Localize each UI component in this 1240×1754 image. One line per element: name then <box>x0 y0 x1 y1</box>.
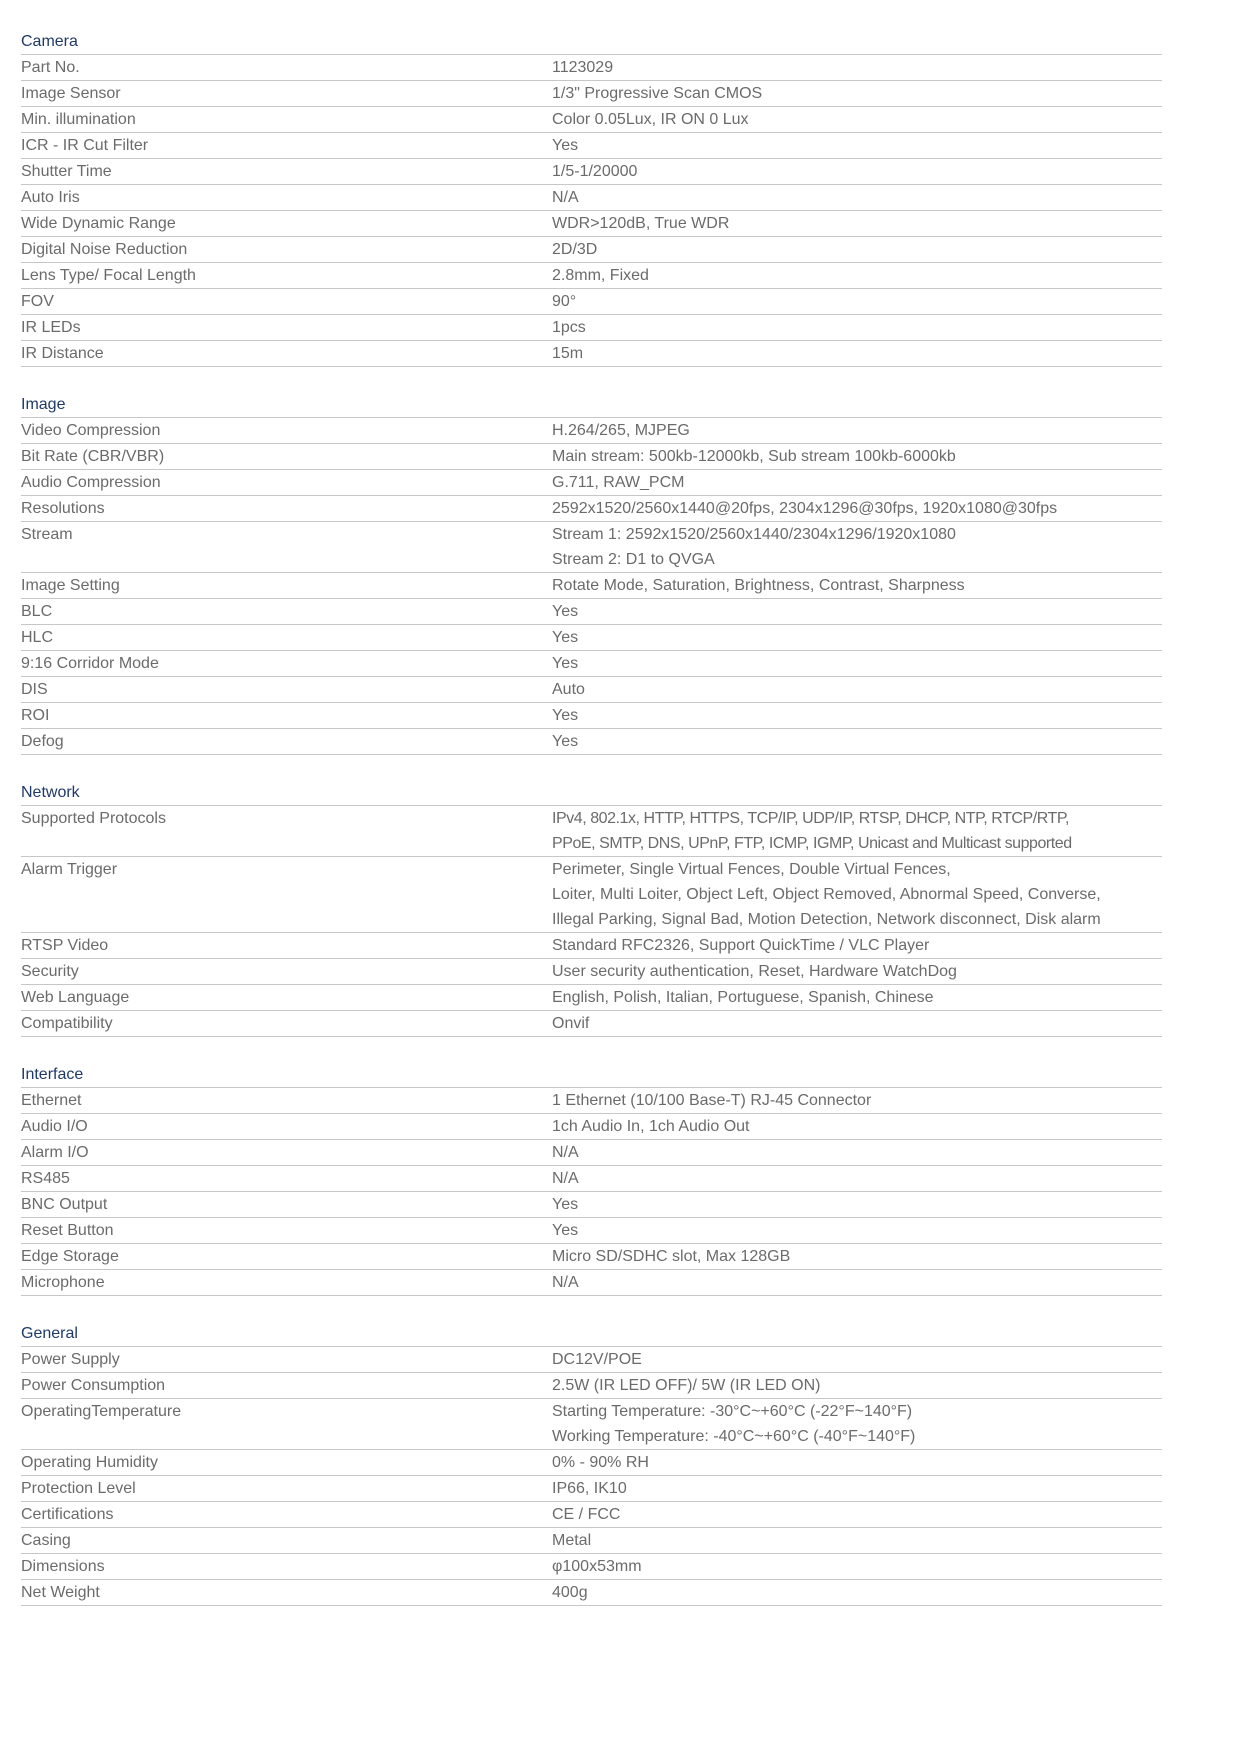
spec-value-line: Yes <box>552 603 579 620</box>
spec-label: OperatingTemperature <box>21 1403 182 1420</box>
spec-value-line: Yes <box>552 655 579 672</box>
spec-label: Video Compression <box>21 422 161 439</box>
spec-value-line: Metal <box>552 1532 592 1549</box>
spec-value-line: English, Polish, Italian, Portuguese, Spanish, Chinese <box>552 989 934 1006</box>
spec-value-line: Yes <box>552 629 579 646</box>
spec-value-line: Working Temperature: -40°C~+60°C (-40°F~140°F) <box>552 1428 916 1445</box>
spec-row <box>21 159 1162 185</box>
spec-row <box>21 806 1162 857</box>
spec-row <box>21 55 1162 81</box>
spec-label: Protection Level <box>21 1480 136 1497</box>
spec-label: Audio Compression <box>21 474 161 491</box>
spec-row <box>21 573 1162 599</box>
spec-row <box>21 1011 1162 1037</box>
spec-value-line: N/A <box>552 189 579 206</box>
spec-value-line: G.711, RAW_PCM <box>552 474 685 491</box>
spec-label: Net Weight <box>21 1584 100 1601</box>
spec-value <box>552 1270 1162 1295</box>
spec-value-line: 1/5-1/20000 <box>552 163 638 180</box>
spec-value <box>552 1192 1162 1217</box>
spec-row <box>21 703 1162 729</box>
spec-value <box>552 289 1162 314</box>
spec-value-line: Standard RFC2326, Support QuickTime / VLC Player <box>552 937 930 954</box>
spec-value-line: 1 Ethernet (10/100 Base-T) RJ-45 Connector <box>552 1092 872 1109</box>
spec-value-line: WDR>120dB, True WDR <box>552 215 730 232</box>
spec-row <box>21 1218 1162 1244</box>
spec-value-line: 400g <box>552 1584 588 1601</box>
spec-value-line: Starting Temperature: -30°C~+60°C (-22°F~140°F) <box>552 1403 913 1420</box>
spec-value-line: Rotate Mode, Saturation, Brightness, Contrast, Sharpness <box>552 577 965 594</box>
spec-label: HLC <box>21 629 54 646</box>
spec-value-line: Stream 1: 2592x1520/2560x1440/2304x1296/1920x1080 <box>552 526 956 543</box>
spec-row <box>21 959 1162 985</box>
spec-row <box>21 625 1162 651</box>
spec-value <box>552 1502 1162 1527</box>
spec-value-line: 2.8mm, Fixed <box>552 267 649 284</box>
spec-value-line: Onvif <box>552 1015 590 1032</box>
spec-value-line: Illegal Parking, Signal Bad, Motion Detection, Network disconnect, Disk alarm <box>552 911 1101 928</box>
spec-value-line: Yes <box>552 137 579 154</box>
spec-label: Web Language <box>21 989 130 1006</box>
spec-label: Casing <box>21 1532 71 1549</box>
section-title: Interface <box>21 1057 1162 1088</box>
spec-label: DIS <box>21 681 48 698</box>
spec-value-line: 15m <box>552 345 584 362</box>
section-title: Camera <box>21 24 1162 55</box>
spec-label: Digital Noise Reduction <box>21 241 188 258</box>
spec-value-line: Yes <box>552 1222 579 1239</box>
spec-label: Image Setting <box>21 577 120 594</box>
spec-label: Stream <box>21 526 73 543</box>
section-title: Image <box>21 387 1162 418</box>
spec-value-line: PPoE, SMTP, DNS, UPnP, FTP, ICMP, IGMP, Unicast and Multicast supported <box>552 835 1072 852</box>
spec-section-network <box>21 775 1162 1037</box>
spec-row <box>21 1528 1162 1554</box>
spec-value <box>552 211 1162 236</box>
spec-value <box>552 470 1162 495</box>
spec-value <box>552 1244 1162 1269</box>
spec-value <box>552 107 1162 132</box>
spec-value-line: Stream 2: D1 to QVGA <box>552 551 715 568</box>
spec-row <box>21 522 1162 573</box>
spec-value-line: User security authentication, Reset, Hardware WatchDog <box>552 963 957 980</box>
spec-value <box>552 1476 1162 1501</box>
spec-row <box>21 651 1162 677</box>
spec-value-line: 2D/3D <box>552 241 598 258</box>
spec-value <box>552 237 1162 262</box>
spec-row <box>21 1476 1162 1502</box>
spec-value <box>552 703 1162 728</box>
spec-row <box>21 599 1162 625</box>
spec-value-line: IPv4, 802.1x, HTTP, HTTPS, TCP/IP, UDP/IP, RTSP, DHCP, NTP, RTCP/RTP, <box>552 810 1070 827</box>
spec-row <box>21 1244 1162 1270</box>
spec-label: ICR - IR Cut Filter <box>21 137 149 154</box>
spec-label: 9:16 Corridor Mode <box>21 655 159 672</box>
spec-value <box>552 1347 1162 1372</box>
spec-label: Microphone <box>21 1274 105 1291</box>
spec-label: BLC <box>21 603 53 620</box>
spec-row <box>21 1270 1162 1296</box>
spec-value <box>552 625 1162 650</box>
spec-value <box>552 573 1162 598</box>
spec-value <box>552 985 1162 1010</box>
spec-label: Auto Iris <box>21 189 80 206</box>
spec-label: IR Distance <box>21 345 104 362</box>
spec-label: BNC Output <box>21 1196 108 1213</box>
spec-label: RTSP Video <box>21 937 109 954</box>
spec-row <box>21 107 1162 133</box>
spec-row <box>21 1192 1162 1218</box>
spec-value-line: DC12V/POE <box>552 1351 642 1368</box>
spec-label: Lens Type/ Focal Length <box>21 267 196 284</box>
spec-row <box>21 1166 1162 1192</box>
spec-label: ROI <box>21 707 50 724</box>
spec-label: Compatibility <box>21 1015 113 1032</box>
spec-value-line: 1/3" Progressive Scan CMOS <box>552 85 763 102</box>
spec-row <box>21 418 1162 444</box>
spec-value-line: Yes <box>552 733 579 750</box>
spec-sheet <box>21 24 1162 1606</box>
spec-label: Alarm I/O <box>21 1144 89 1161</box>
spec-value <box>552 1399 1162 1449</box>
spec-label: Ethernet <box>21 1092 82 1109</box>
spec-value <box>552 1218 1162 1243</box>
spec-value <box>552 81 1162 106</box>
spec-row <box>21 133 1162 159</box>
spec-row <box>21 315 1162 341</box>
spec-row <box>21 1347 1162 1373</box>
spec-value <box>552 185 1162 210</box>
spec-row <box>21 677 1162 703</box>
spec-value <box>552 1373 1162 1398</box>
spec-value <box>552 341 1162 366</box>
spec-label: Power Supply <box>21 1351 120 1368</box>
spec-section-image <box>21 387 1162 755</box>
spec-row <box>21 81 1162 107</box>
spec-row <box>21 185 1162 211</box>
spec-row <box>21 933 1162 959</box>
spec-value <box>552 159 1162 184</box>
spec-row <box>21 1140 1162 1166</box>
spec-value-line: Perimeter, Single Virtual Fences, Double Virtual Fences, <box>552 861 951 878</box>
spec-row <box>21 1554 1162 1580</box>
spec-label: Shutter Time <box>21 163 112 180</box>
spec-row <box>21 289 1162 315</box>
spec-value <box>552 729 1162 754</box>
spec-value <box>552 1580 1162 1605</box>
spec-label: RS485 <box>21 1170 70 1187</box>
spec-value-line: Color 0.05Lux, IR ON 0 Lux <box>552 111 749 128</box>
spec-value-line: 2592x1520/2560x1440@20fps, 2304x1296@30fps, 1920x1080@30fps <box>552 500 1058 517</box>
spec-label: Image Sensor <box>21 85 121 102</box>
spec-row <box>21 1399 1162 1450</box>
spec-row <box>21 729 1162 755</box>
spec-value <box>552 933 1162 958</box>
spec-value <box>552 315 1162 340</box>
spec-value <box>552 806 1162 856</box>
spec-value <box>552 263 1162 288</box>
spec-value-line: 90° <box>552 293 577 310</box>
spec-label: Resolutions <box>21 500 105 517</box>
spec-row <box>21 857 1162 933</box>
section-title: Network <box>21 775 1162 806</box>
spec-label: Operating Humidity <box>21 1454 158 1471</box>
spec-label: Power Consumption <box>21 1377 166 1394</box>
spec-value-line: 2.5W (IR LED OFF)/ 5W (IR LED ON) <box>552 1377 821 1394</box>
spec-label: Reset Button <box>21 1222 114 1239</box>
spec-value <box>552 1554 1162 1579</box>
spec-value-line: IP66, IK10 <box>552 1480 627 1497</box>
spec-label: Bit Rate (CBR/VBR) <box>21 448 165 465</box>
spec-value-line: 1ch Audio In, 1ch Audio Out <box>552 1118 750 1135</box>
spec-value-line: 1pcs <box>552 319 586 336</box>
spec-row <box>21 263 1162 289</box>
spec-row <box>21 1502 1162 1528</box>
spec-row <box>21 1580 1162 1606</box>
spec-value-line: CE / FCC <box>552 1506 621 1523</box>
spec-row <box>21 1450 1162 1476</box>
spec-value-line: φ100x53mm <box>552 1558 642 1575</box>
spec-value-line: Yes <box>552 707 579 724</box>
section-title: General <box>21 1316 1162 1347</box>
spec-value <box>552 55 1162 80</box>
spec-label: Supported Protocols <box>21 810 166 827</box>
spec-value-line: N/A <box>552 1144 579 1161</box>
spec-value <box>552 1166 1162 1191</box>
spec-row <box>21 211 1162 237</box>
spec-value-line: N/A <box>552 1274 579 1291</box>
spec-label: Security <box>21 963 79 980</box>
spec-label: Min. illumination <box>21 111 136 128</box>
spec-value <box>552 651 1162 676</box>
spec-row <box>21 1114 1162 1140</box>
spec-value-line: Auto <box>552 681 585 698</box>
spec-value <box>552 522 1162 572</box>
spec-row <box>21 1088 1162 1114</box>
spec-label: Audio I/O <box>21 1118 88 1135</box>
spec-value-line: N/A <box>552 1170 579 1187</box>
spec-section-camera <box>21 24 1162 367</box>
spec-label: IR LEDs <box>21 319 81 336</box>
spec-value <box>552 599 1162 624</box>
spec-value-line: Micro SD/SDHC slot, Max 128GB <box>552 1248 791 1265</box>
spec-value <box>552 1450 1162 1475</box>
spec-row <box>21 470 1162 496</box>
spec-label: Part No. <box>21 59 80 76</box>
spec-label: Dimensions <box>21 1558 105 1575</box>
spec-value <box>552 959 1162 984</box>
spec-value <box>552 677 1162 702</box>
spec-value <box>552 1114 1162 1139</box>
spec-value <box>552 418 1162 443</box>
spec-label: Defog <box>21 733 64 750</box>
spec-value <box>552 1088 1162 1113</box>
spec-label: FOV <box>21 293 54 310</box>
spec-value-line: Loiter, Multi Loiter, Object Left, Object Removed, Abnormal Speed, Converse, <box>552 886 1101 903</box>
spec-value-line: Main stream: 500kb-12000kb, Sub stream 100kb-6000kb <box>552 448 956 465</box>
spec-value <box>552 444 1162 469</box>
spec-row <box>21 1373 1162 1399</box>
spec-value-line: Yes <box>552 1196 579 1213</box>
spec-row <box>21 237 1162 263</box>
spec-row <box>21 341 1162 367</box>
spec-label: Alarm Trigger <box>21 861 118 878</box>
spec-value <box>552 496 1162 521</box>
spec-value <box>552 133 1162 158</box>
spec-value-line: H.264/265, MJPEG <box>552 422 690 439</box>
spec-value-line: 0% - 90% RH <box>552 1454 649 1471</box>
spec-section-interface <box>21 1057 1162 1296</box>
spec-row <box>21 444 1162 470</box>
spec-value <box>552 857 1162 932</box>
spec-label: Wide Dynamic Range <box>21 215 176 232</box>
spec-value-line: 1123029 <box>552 59 614 76</box>
spec-value <box>552 1140 1162 1165</box>
spec-row <box>21 496 1162 522</box>
spec-row <box>21 985 1162 1011</box>
spec-label: Certifications <box>21 1506 114 1523</box>
spec-section-general <box>21 1316 1162 1606</box>
spec-label: Edge Storage <box>21 1248 119 1265</box>
spec-value <box>552 1528 1162 1553</box>
spec-value <box>552 1011 1162 1036</box>
